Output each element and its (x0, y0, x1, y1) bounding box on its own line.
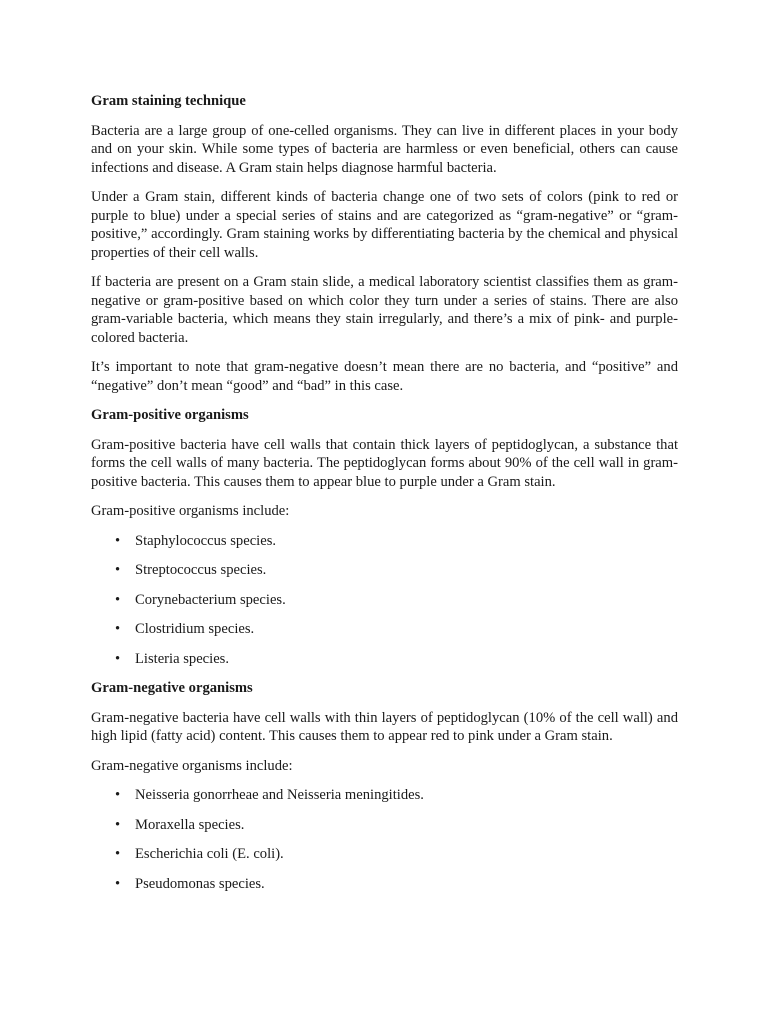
gram-negative-list-intro: Gram-negative organisms include: (91, 757, 293, 774)
list-item (91, 591, 678, 610)
list-item-label: Moraxella species. (135, 816, 245, 833)
list-item-label: Pseudomonas species. (135, 875, 265, 892)
list-item (91, 561, 678, 580)
list-item-label: Staphylococcus species. (135, 532, 277, 549)
list-item (91, 532, 678, 551)
bullet-icon: • (115, 816, 121, 833)
list-item (91, 650, 678, 669)
intro-paragraph-3: If bacteria are present on a Gram stain slide, a medical laboratory scientist classifies them as gram-negative or gram-positive based on which color they turn under a series of stains. There are also gram-variable bacteria, which means they stain irregularly, and there’s a mix of pink- and purple-colored bacteria. (91, 274, 678, 346)
bullet-icon: • (115, 846, 121, 862)
gram-negative-heading: Gram-negative organisms (91, 680, 253, 696)
list-item (91, 816, 678, 835)
gram-negative-list (91, 786, 678, 893)
list-item (91, 786, 678, 805)
list-item-label: Streptococcus species. (135, 562, 267, 578)
intro-paragraph-1: Bacteria are a large group of one-celled organisms. They can live in different places in your body and on your skin. While some types of bacteria are harmless or even beneficial, others can cause infections and disease. A Gram stain helps diagnose harmful bacteria. (91, 122, 678, 176)
document-title: Gram staining technique (91, 93, 246, 109)
intro-paragraph-4: It’s important to note that gram-negative doesn’t mean there are no bacteria, and “positive” and “negative” don’t mean “good” and “bad” in this case. (91, 359, 678, 394)
bullet-icon: • (115, 621, 121, 637)
list-item (91, 845, 678, 864)
bullet-icon: • (115, 787, 121, 803)
gram-positive-description: Gram-positive bacteria have cell walls that contain thick layers of peptidoglycan, a substance that forms the cell walls of many bacteria. The peptidoglycan forms about 90% of the cell wall in gram-positive bacteria. This causes them to appear blue to purple under a Gram stain. (91, 436, 678, 490)
list-item (91, 875, 678, 894)
bullet-icon: • (115, 591, 121, 608)
bullet-icon: • (115, 650, 121, 667)
document-page (91, 92, 678, 904)
intro-paragraph-2: Under a Gram stain, different kinds of bacteria change one of two sets of colors (pink to red or purple to blue) under a special series of stains and are categorized as “gram-negative” or “gram-positive,” accordingly. Gram staining works by differentiating bacteria by the chemical and physical properties of their cell walls. (91, 189, 678, 261)
gram-positive-list (91, 532, 678, 669)
list-item-label: Corynebacterium species. (135, 591, 286, 608)
list-item-label: Neisseria gonorrheae and Neisseria meningitides. (135, 787, 424, 803)
gram-positive-heading: Gram-positive organisms (91, 407, 249, 423)
list-item (91, 620, 678, 639)
gram-negative-description: Gram-negative bacteria have cell walls with thin layers of peptidoglycan (10% of the cell wall) and high lipid (fatty acid) content. This causes them to appear red to pink under a Gram stain. (91, 709, 678, 744)
gram-positive-list-intro: Gram-positive organisms include: (91, 503, 290, 519)
bullet-icon: • (115, 532, 121, 549)
bullet-icon: • (115, 562, 121, 578)
bullet-icon: • (115, 875, 121, 892)
list-item-label: Listeria species. (135, 650, 230, 667)
list-item-label: Clostridium species. (135, 621, 255, 637)
list-item-label: Escherichia coli (E. coli). (135, 846, 284, 862)
